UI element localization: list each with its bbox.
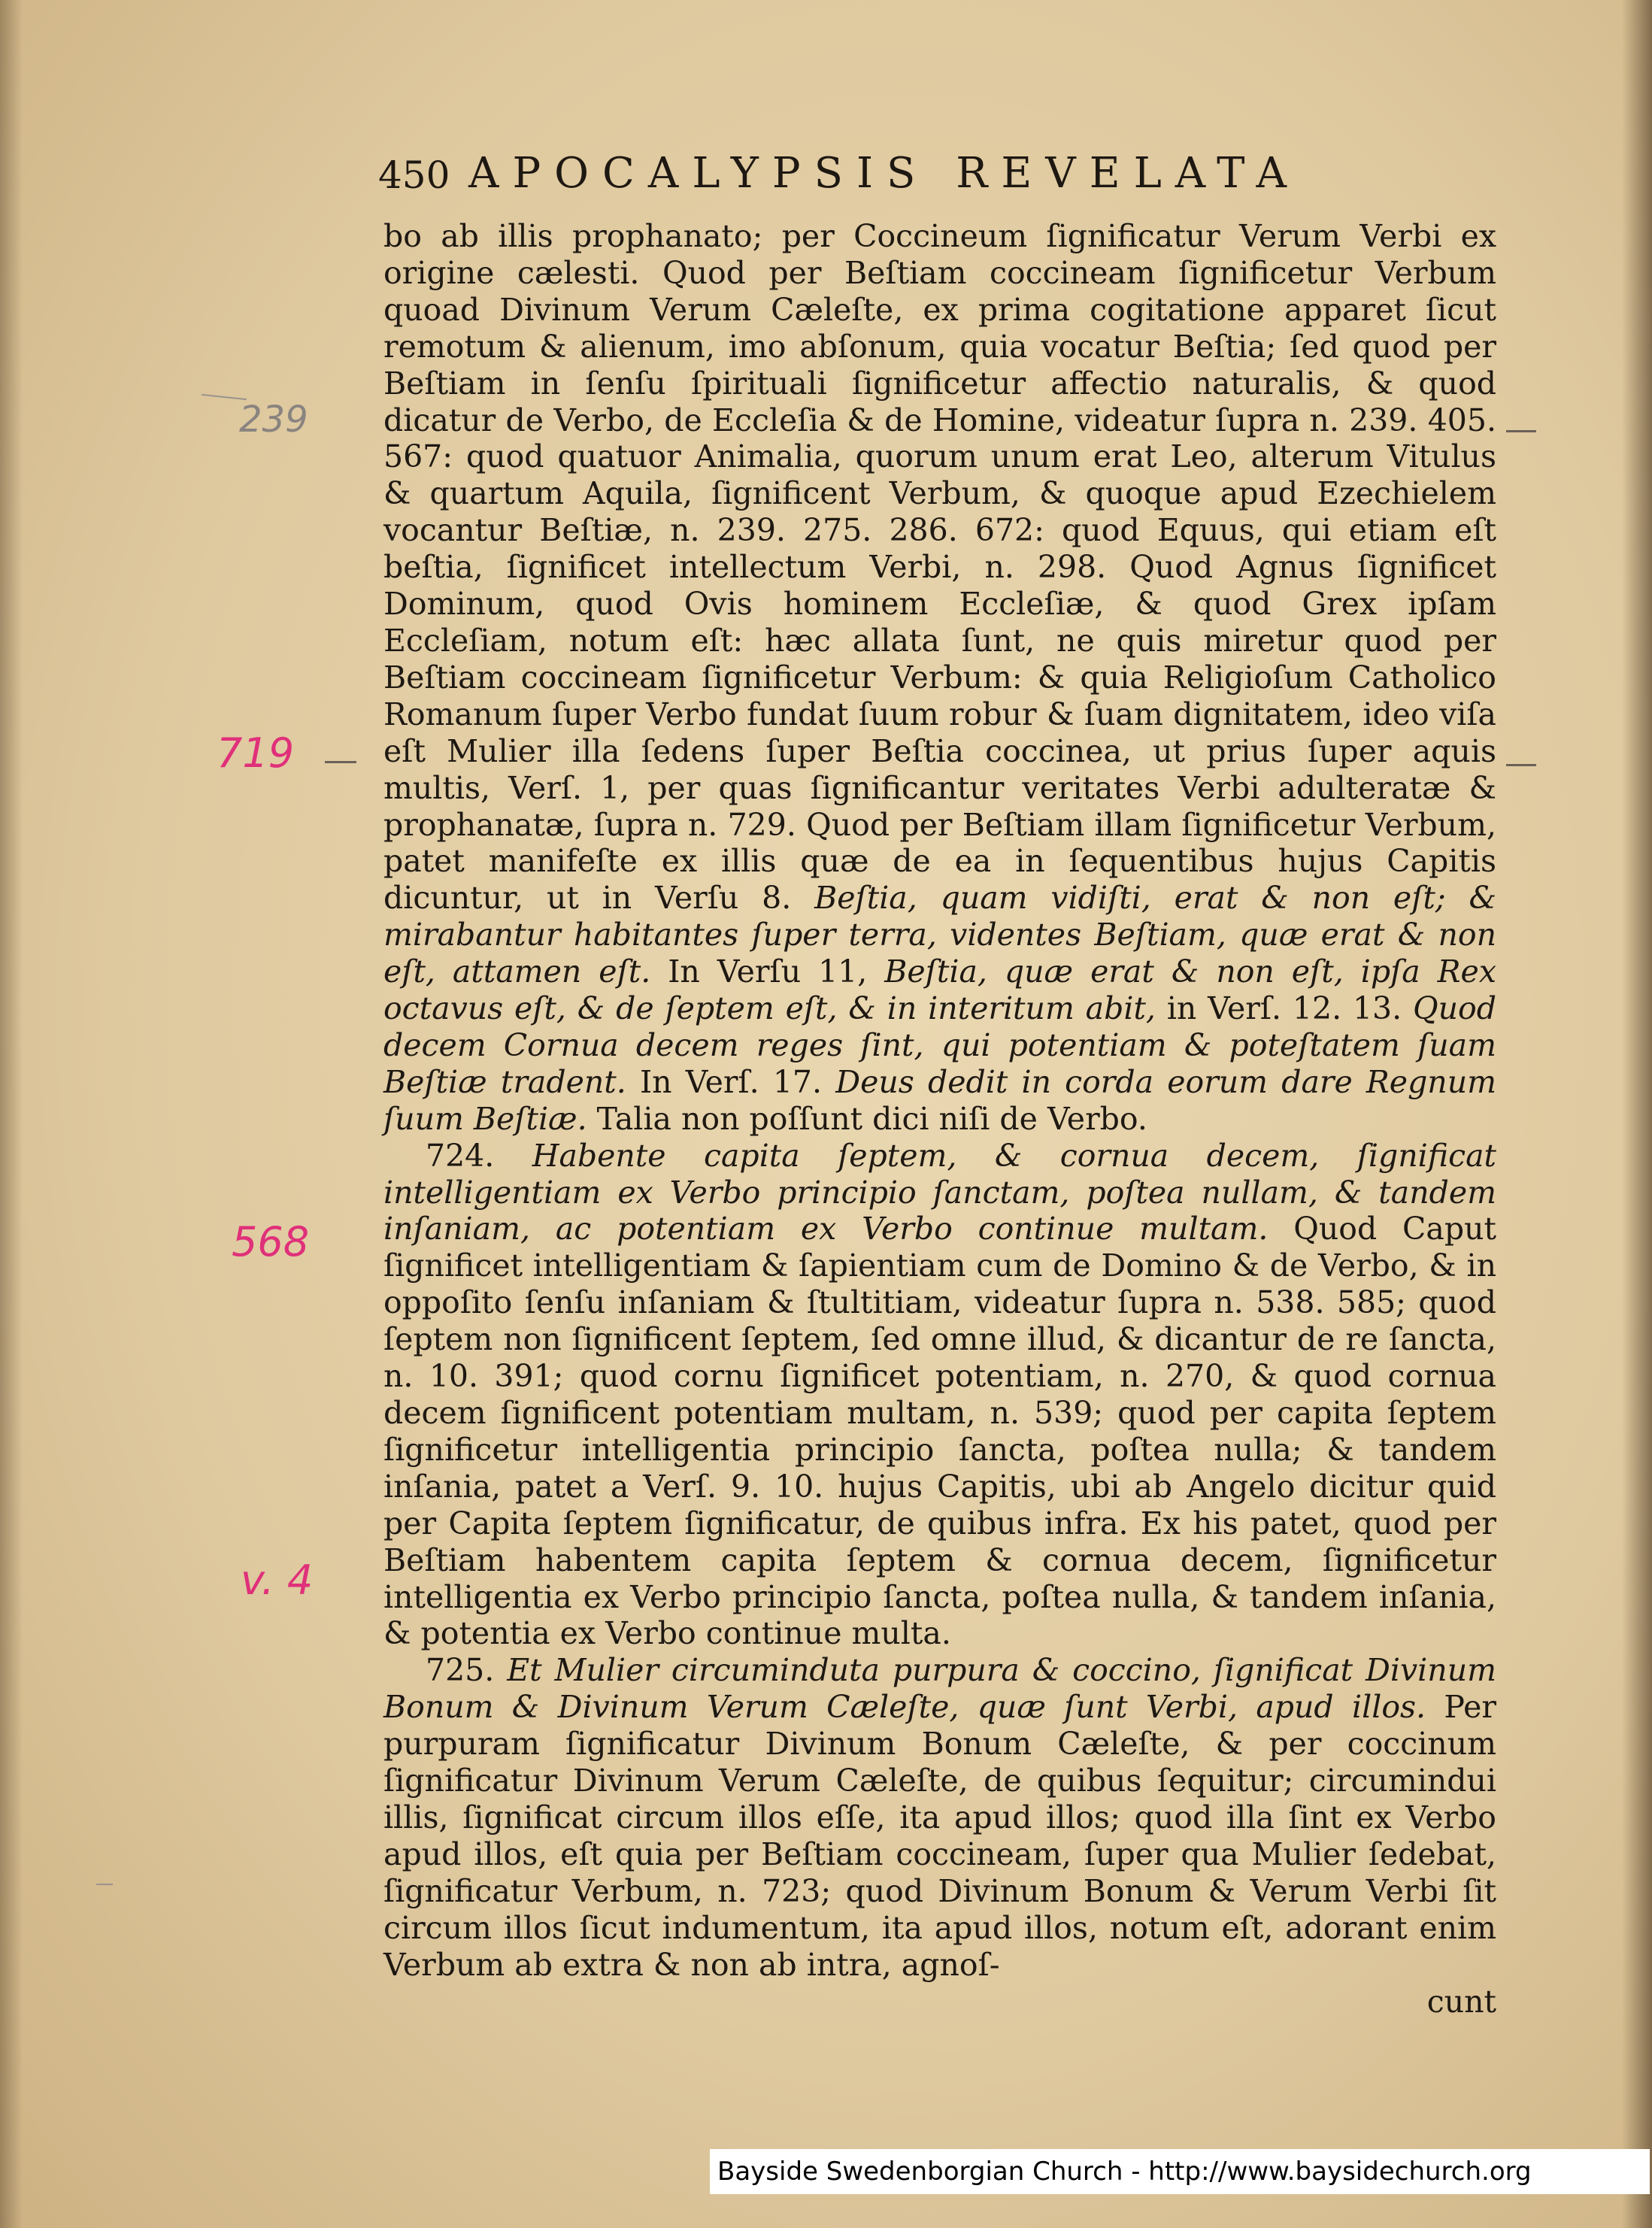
margin-dash-right	[1506, 764, 1536, 766]
quote-italic: Quod decem Cornua decem reges ſint, qui potentiam & poteſtatem ſuam Beſtiæ tradent.	[383, 990, 1496, 1100]
pencil-mark-bottom	[96, 1884, 113, 1885]
paragraph-continuation	[383, 218, 1496, 1138]
margin-note-568: 568	[232, 1218, 310, 1266]
paragraph-heading-italic: Et Mulier circuminduta purpura & coccino, ſignificat Divinum Bonum & Divinum Verum Cæleſte, quæ ſunt Verbi, apud illos.	[383, 1652, 1496, 1726]
margin-dash-left	[325, 761, 356, 763]
margin-dash-right-top	[1506, 430, 1536, 432]
paragraph-heading-italic: Habente capita ſeptem, & cornua decem, ſignificat intelligentiam ex Verbo principio ſanctam, poſtea nullam, & tandem inſaniam, ac potentiam ex Verbo continue multam.	[383, 1137, 1496, 1247]
page-header	[378, 149, 1431, 202]
paragraph-number: 724.	[426, 1137, 495, 1174]
paragraph-number: 725.	[426, 1652, 495, 1689]
margin-note-v4: v. 4	[241, 1557, 314, 1604]
page-number: 450	[378, 153, 450, 197]
paragraph-725	[383, 1652, 1496, 1983]
quote-italic: Beſtia, quæ erat & non eſt, ipſa Rex octavus eſt, & de ſeptem eſt, & in interitum abit,	[383, 953, 1496, 1027]
running-title: APOCALYPSIS REVELATA	[468, 149, 1300, 198]
paragraph-text: in Verſ. 12. 13.	[1166, 990, 1402, 1027]
margin-note-239: 239	[239, 399, 308, 441]
paragraph-text: bo ab illis prophanato; per Coccineum ſignificatur Verum Verbi ex origine cælesti. Quod per Beſtiam coccineam ſignificetur Verbum quoad Divinum Verum Cæleſte, ex prima cogitatione apparet ſicut remotum & alienum, imo abſonum, quia vocatur Beſtia; ſed quod per Beſtiam in ſenſu ſpirituali ſignificetur affectio naturalis, & quod dicatur de Verbo, de Eccleſia & de Homine, videatur ſupra n. 239. 405. 567: quod quatuor Animalia, quorum unum erat Leo, alterum Vitulus & quartum Aquila, ſignificent Verbum, & quoque apud Ezechielem vocantur Beſtiæ, n. 239. 275. 286. 672: quod Equus, qui etiam eſt beſtia, ſignificet intellectum Verbi, n. 298. Quod Agnus ſignificet Dominum, quod Ovis hominem Eccleſiæ, & quod Grex ipſam Eccleſiam, notum eſt: hæc allata ſunt, ne quis miretur quod per Beſtiam coccineam ſignificetur Verbum: & quia Religioſum Catholico Romanum ſuper Verbo fundat ſuum robur & ſuam dignitatem, ideo viſa eſt Mulier illa ſedens ſuper Beſtia coccinea, ut prius ſuper aquis multis, Verſ. 1, per quas ſignificantur veritates Verbi adulteratæ & prophanatæ, ſupra n. 729. Quod per Beſtiam illam ſignificetur Verbum, patet manifeſte ex illis quæ de ea in ſequentibus hujus Capitis dicuntur, ut in Verſu 8.	[383, 218, 1496, 917]
paragraph-text: Talia non poſſunt dici niſi de Verbo.	[596, 1100, 1147, 1137]
page-shadow-right	[1622, 0, 1652, 2228]
page-shadow-left	[0, 0, 23, 2228]
paragraph-text: Quod Caput ſignificet intelligentiam & ſapientiam cum de Domino & de Verbo, & in oppoſito ſenſu inſaniam & ſtultitiam, videatur ſupra n. 538. 585; quod ſeptem non ſignificent ſeptem, ſed omne illud, & dicantur de re ſancta, n. 10. 391; quod cornu ſignificet potentiam, n. 270, & quod cornua decem ſignificent potentiam multam, n. 539; quod per capita ſeptem ſignificetur intelligentia principio ſancta, poſtea nulla; & tandem inſania, patet a Verſ. 9. 10. hujus Capitis, ubi ab Angelo dicitur quid per Capita ſeptem ſignificatur, de quibus infra. Ex his patet, quod per Beſtiam habentem capita ſeptem & cornua decem, ſignificetur intelligentia ex Verbo principio ſancta, poſtea nulla, & tandem inſania, & potentia ex Verbo continue multa.	[383, 1211, 1496, 1652]
quote-italic: Beſtia, quam vidiſti, erat & non eſt; & mirabantur habitantes ſuper terra, videntes Beſtiam, quæ erat & non eſt, attamen eſt.	[383, 880, 1496, 990]
quote-italic: Deus dedit in corda eorum dare Regnum ſuum Beſtiæ.	[383, 1063, 1496, 1137]
margin-note-719: 719	[217, 729, 295, 777]
body-text	[383, 218, 1496, 2020]
watermark-banner: Bayside Swedenborgian Church - http://www.baysidechurch.org	[710, 2149, 1650, 2194]
paragraph-text: In Verſu 11,	[668, 953, 868, 990]
paragraph-text: Per purpuram ſignificatur Divinum Bonum Cæleſte, & per coccinum ſignificatur Divinum Verum Cæleſte, de quibus ſequitur; circumindui illis, ſignificat circum illos eſſe, ita apud illos; quod illa ſint ex Verbo apud illos, eſt quia per Beſtiam coccineam, ſuper qua Mulier ſedebat, ſignificatur Verbum, n. 723; quod Divinum Bonum & Verum Verbi ſit circum illos ſicut indumentum, ita apud illos, notum eſt, adorant enim Verbum ab extra & non ab intra, agnoſ-	[383, 1689, 1496, 1983]
paragraph-724	[383, 1138, 1496, 1653]
paragraph-text: In Verſ. 17.	[639, 1063, 823, 1100]
catchword: cunt	[1426, 1983, 1496, 2020]
